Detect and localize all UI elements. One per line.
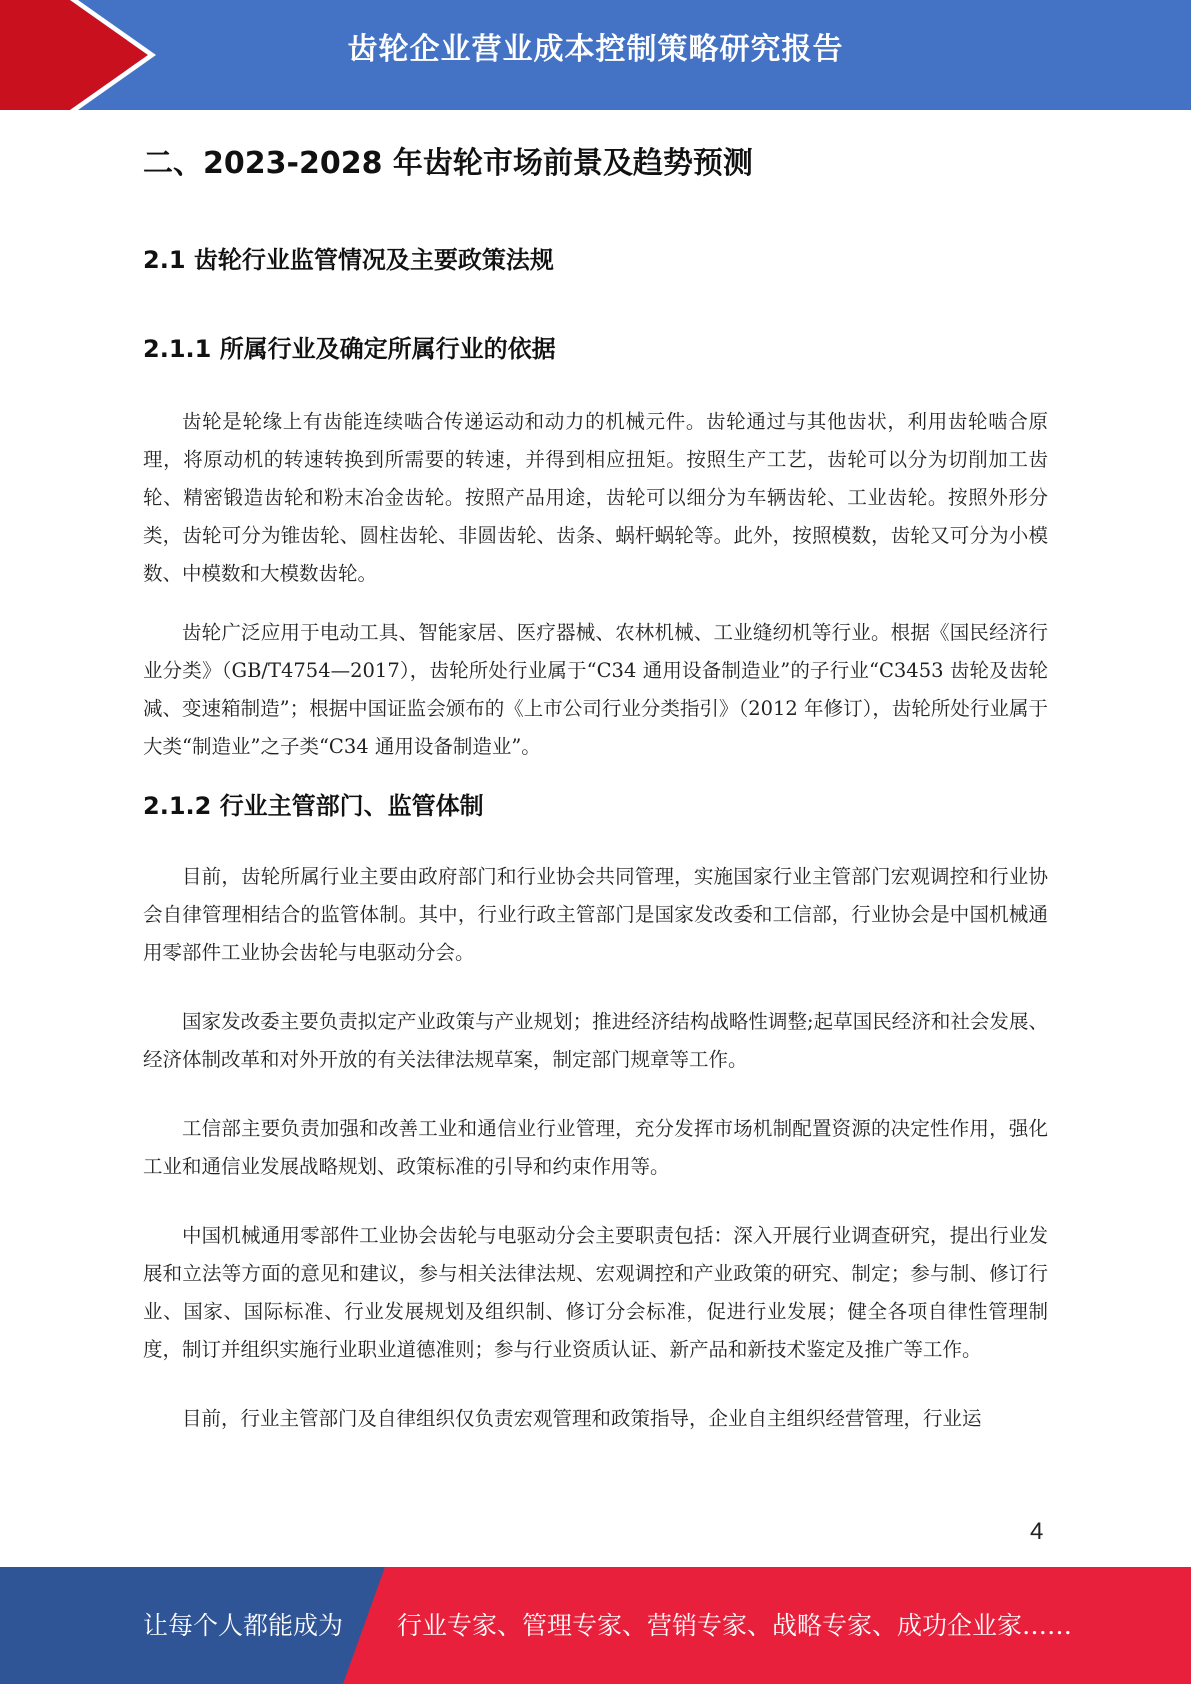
paragraph: 齿轮广泛应用于电动工具、智能家居、医疗器械、农林机械、工业缝纫机等行业。根据《国民经济行业分类》（GB/T4754—2017），齿轮所处行业属于“C34 通用设备制造业”的子行业“C3453 齿轮及齿轮减、变速箱制造”；根据中国证监会颁布的《上市公司行业分类指引》（2012 年修订），齿轮所处行业属于大类“制造业”之子类“C34 通用设备制造业”。 (143, 621, 1048, 758)
paragraph: 齿轮是轮缘上有齿能连续啮合传递运动和动力的机械元件。齿轮通过与其他齿状，利用齿轮啮合原理，将原动机的转速转换到所需要的转速，并得到相应扭矩。按照生产工艺，齿轮可以分为切削加工齿轮、精密锻造齿轮和粉末冶金齿轮。按照产品用途，齿轮可以细分为车辆齿轮、工业齿轮。按照外形分类，齿轮可分为锥齿轮、圆柱齿轮、非圆齿轮、齿条、蜗杆蜗轮等。此外，按照模数，齿轮又可分为小模数、中模数和大模数齿轮。 (143, 410, 1048, 585)
paragraph: 国家发改委主要负责拟定产业政策与产业规划；推进经济结构战略性调整;起草国民经济和社会发展、经济体制改革和对外开放的有关法律法规草案，制定部门规章等工作。 (143, 1010, 1048, 1071)
page-footer (0, 1567, 1191, 1684)
page-number: 4 (1030, 1518, 1044, 1545)
subsection-heading-2-1-1: 2.1.1 所属行业及确定所属行业的依据 (143, 335, 556, 363)
page-header (0, 0, 1191, 110)
paragraph: 目前，齿轮所属行业主要由政府部门和行业协会共同管理，实施国家行业主管部门宏观调控和行业协会自律管理相结合的监管体制。其中，行业行政主管部门是国家发改委和工信部，行业协会是中国机械通用零部件工业协会齿轮与电驱动分会。 (143, 865, 1048, 964)
section-heading: 二、2023-2028 年齿轮市场前景及趋势预测 (143, 146, 753, 181)
subsection-heading-2-1-2: 2.1.2 行业主管部门、监管体制 (143, 792, 484, 820)
paragraph: 工信部主要负责加强和改善工业和通信业行业管理，充分发挥市场机制配置资源的决定性作用，强化工业和通信业发展战略规划、政策标准的引导和约束作用等。 (143, 1117, 1048, 1178)
subsection-heading-2-1: 2.1 齿轮行业监管情况及主要政策法规 (143, 246, 554, 274)
report-title: 齿轮企业营业成本控制策略研究报告 (347, 32, 844, 67)
document-body (143, 138, 1048, 1438)
footer-slogan-left: 让每个人都能成为 (143, 1611, 344, 1640)
paragraph: 目前，行业主管部门及自律组织仅负责宏观管理和政策指导，企业自主组织经营管理，行业运 (182, 1407, 982, 1430)
footer-slogan-right: 行业专家、管理专家、营销专家、战略专家、成功企业家…… (397, 1611, 1073, 1640)
paragraph: 中国机械通用零部件工业协会齿轮与电驱动分会主要职责包括：深入开展行业调查研究，提出行业发展和立法等方面的意见和建议，参与相关法律法规、宏观调控和产业政策的研究、制定；参与制、修订行业、国家、国际标准、行业发展规划及组织制、修订分会标准，促进行业发展；健全各项自律性管理制度，制订并组织实施行业职业道德准则；参与行业资质认证、新产品和新技术鉴定及推广等工作。 (143, 1224, 1048, 1361)
